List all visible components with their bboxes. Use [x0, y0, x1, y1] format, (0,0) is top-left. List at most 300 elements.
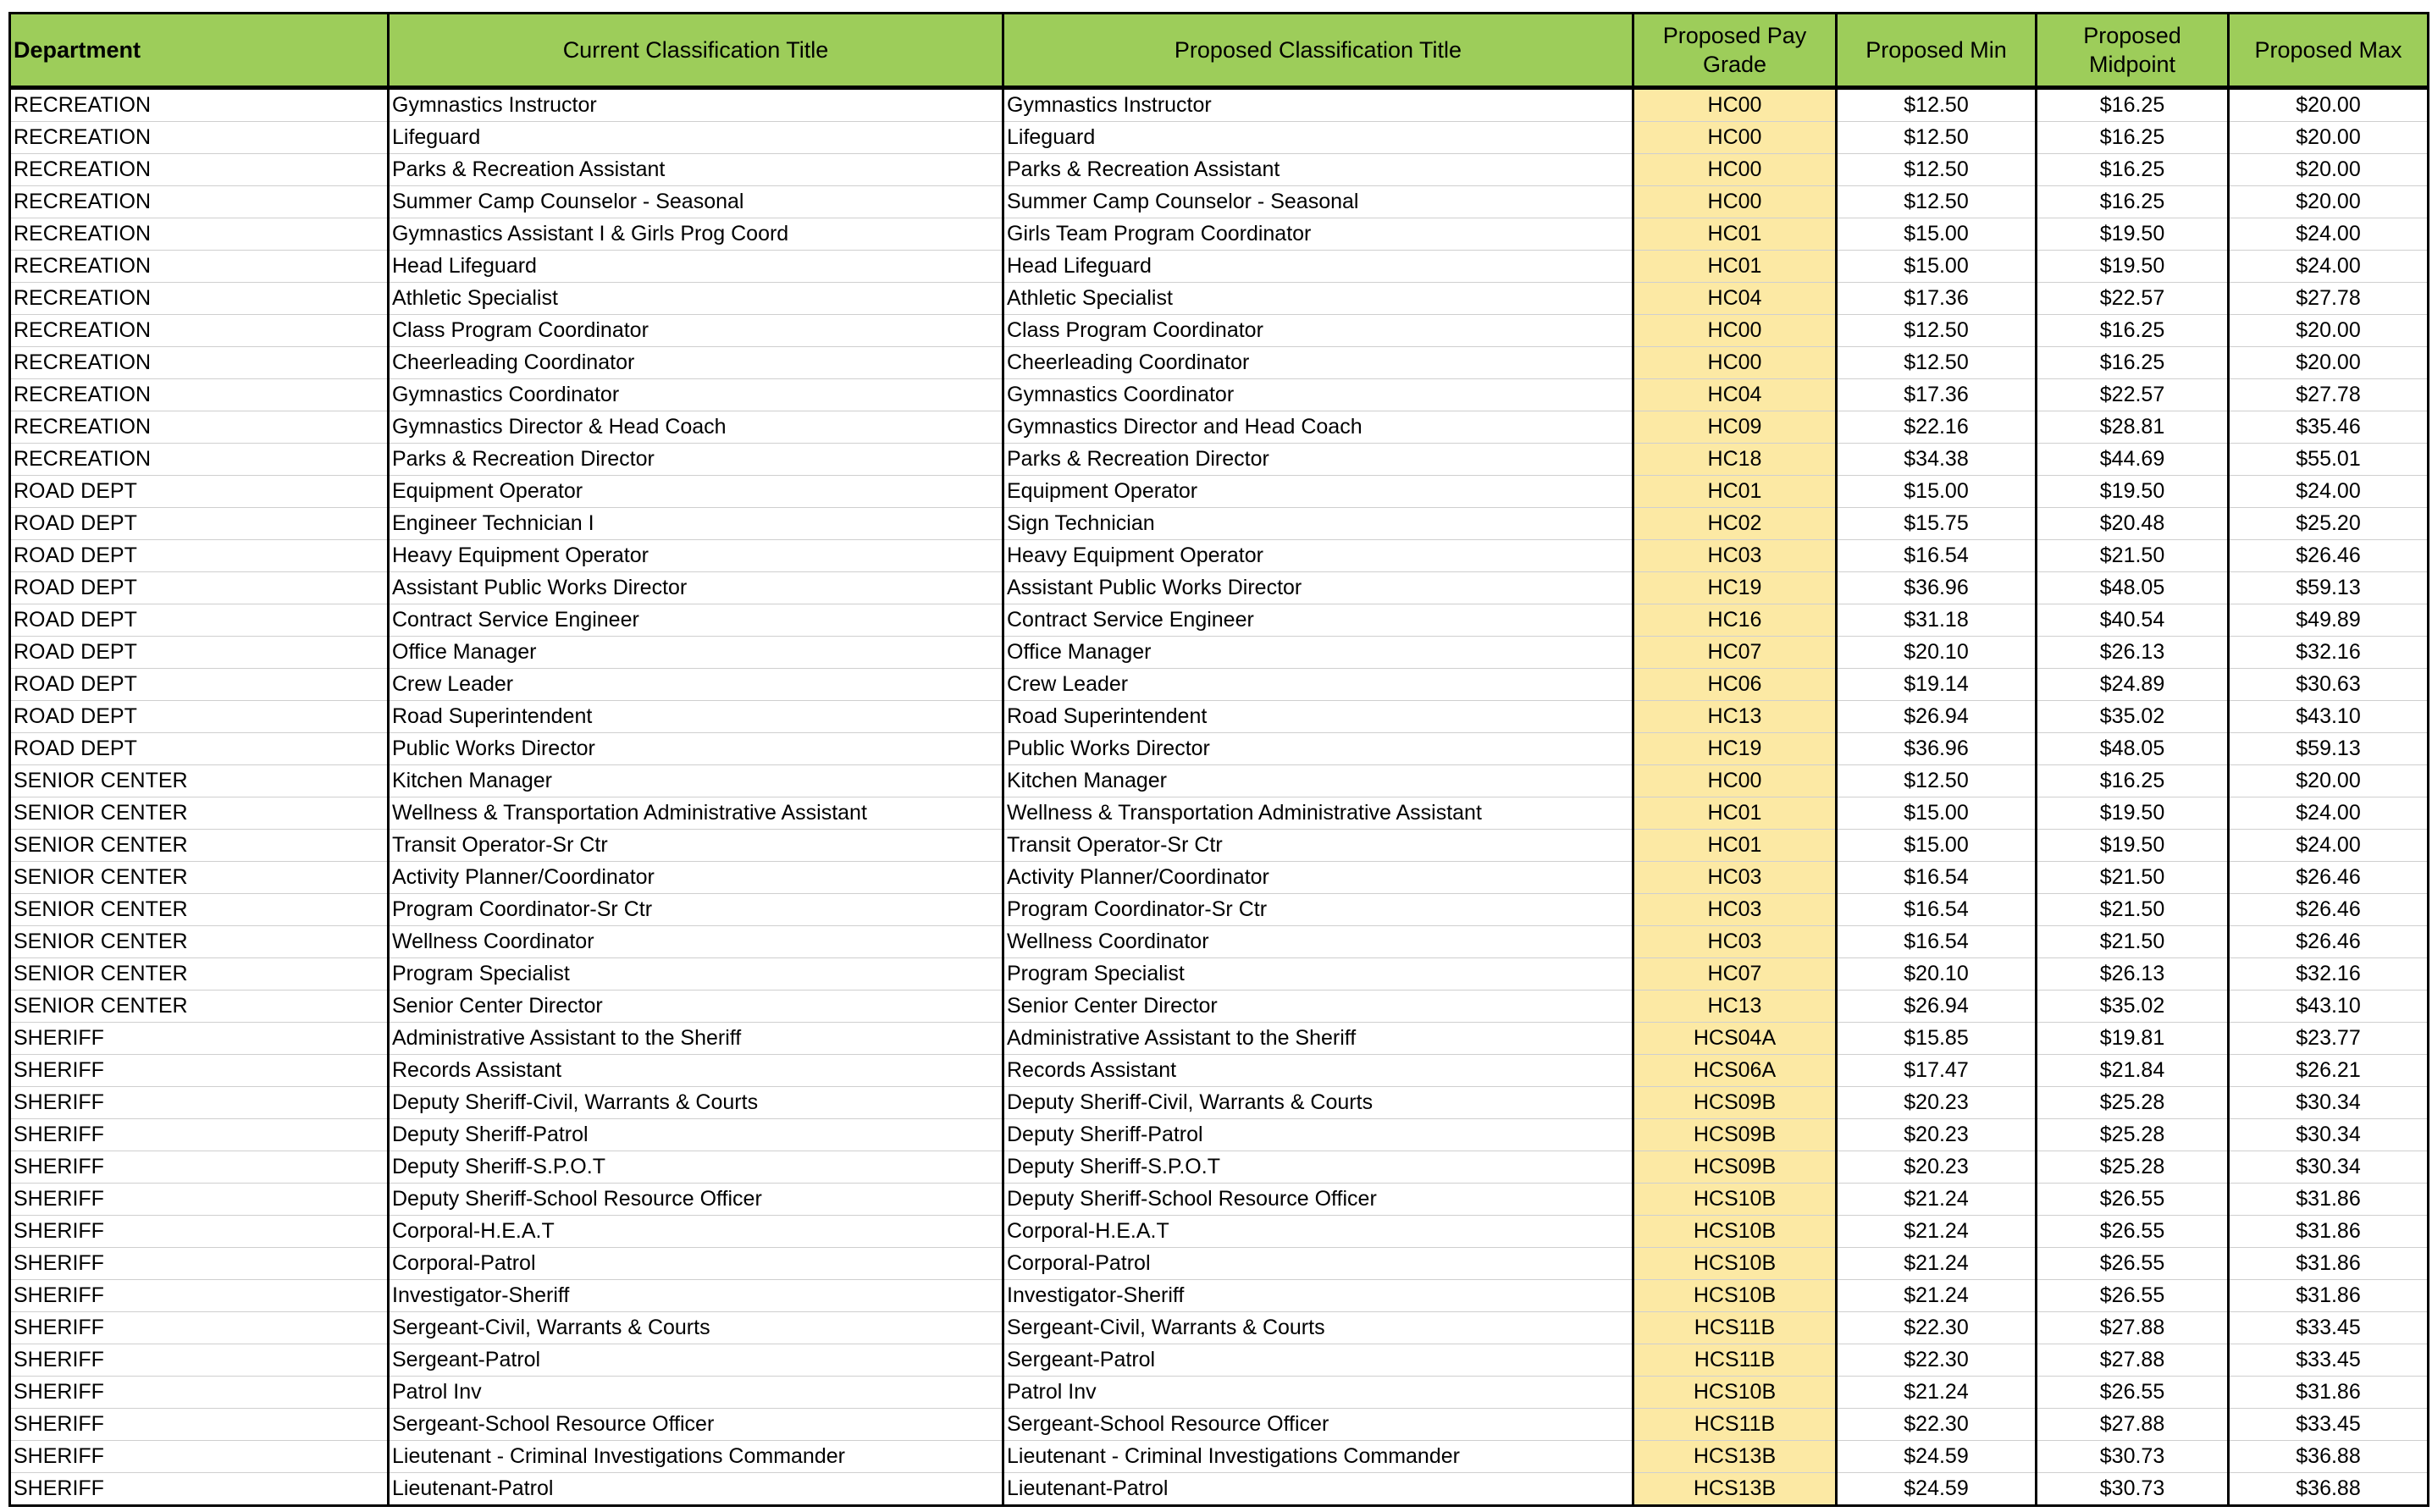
min-cell[interactable]: $22.30 [1837, 1344, 2037, 1377]
header-pay-grade[interactable]: Proposed Pay Grade [1633, 14, 1837, 88]
proposed-title-cell[interactable]: Heavy Equipment Operator [1003, 540, 1633, 572]
min-cell[interactable]: $21.24 [1837, 1280, 2037, 1312]
min-cell[interactable]: $21.24 [1837, 1184, 2037, 1216]
max-cell[interactable]: $49.89 [2229, 604, 2429, 637]
pay-grade-cell[interactable]: HCS10B [1633, 1248, 1837, 1280]
min-cell[interactable]: $20.23 [1837, 1087, 2037, 1119]
current-title-cell[interactable]: Public Works Director [389, 733, 1003, 765]
proposed-title-cell[interactable]: Lieutenant - Criminal Investigations Commander [1003, 1441, 1633, 1473]
min-cell[interactable]: $12.50 [1837, 765, 2037, 797]
proposed-title-cell[interactable]: Program Coordinator-Sr Ctr [1003, 894, 1633, 926]
department-cell[interactable]: ROAD DEPT [10, 540, 389, 572]
proposed-title-cell[interactable]: Corporal-Patrol [1003, 1248, 1633, 1280]
min-cell[interactable]: $15.85 [1837, 1023, 2037, 1055]
midpoint-cell[interactable]: $27.88 [2037, 1409, 2229, 1441]
midpoint-cell[interactable]: $26.55 [2037, 1184, 2229, 1216]
min-cell[interactable]: $20.23 [1837, 1119, 2037, 1151]
min-cell[interactable]: $15.00 [1837, 830, 2037, 862]
current-title-cell[interactable]: Wellness Coordinator [389, 926, 1003, 958]
midpoint-cell[interactable]: $19.50 [2037, 476, 2229, 508]
department-cell[interactable]: RECREATION [10, 444, 389, 476]
proposed-title-cell[interactable]: Sign Technician [1003, 508, 1633, 540]
current-title-cell[interactable]: Engineer Technician I [389, 508, 1003, 540]
proposed-title-cell[interactable]: Parks & Recreation Assistant [1003, 154, 1633, 186]
header-department[interactable]: Department [10, 14, 389, 88]
max-cell[interactable]: $31.86 [2229, 1248, 2429, 1280]
department-cell[interactable]: RECREATION [10, 411, 389, 444]
min-cell[interactable]: $15.75 [1837, 508, 2037, 540]
proposed-title-cell[interactable]: Investigator-Sheriff [1003, 1280, 1633, 1312]
current-title-cell[interactable]: Summer Camp Counselor - Seasonal [389, 186, 1003, 218]
max-cell[interactable]: $26.46 [2229, 540, 2429, 572]
pay-grade-cell[interactable]: HC03 [1633, 540, 1837, 572]
department-cell[interactable]: RECREATION [10, 315, 389, 347]
current-title-cell[interactable]: Sergeant-School Resource Officer [389, 1409, 1003, 1441]
midpoint-cell[interactable]: $26.55 [2037, 1216, 2229, 1248]
proposed-title-cell[interactable]: Lieutenant-Patrol [1003, 1473, 1633, 1506]
min-cell[interactable]: $16.54 [1837, 926, 2037, 958]
proposed-title-cell[interactable]: Sergeant-Patrol [1003, 1344, 1633, 1377]
current-title-cell[interactable]: Gymnastics Director & Head Coach [389, 411, 1003, 444]
proposed-title-cell[interactable]: Gymnastics Instructor [1003, 88, 1633, 122]
midpoint-cell[interactable]: $22.57 [2037, 379, 2229, 411]
department-cell[interactable]: RECREATION [10, 154, 389, 186]
min-cell[interactable]: $12.50 [1837, 347, 2037, 379]
midpoint-cell[interactable]: $16.25 [2037, 347, 2229, 379]
proposed-title-cell[interactable]: Contract Service Engineer [1003, 604, 1633, 637]
midpoint-cell[interactable]: $30.73 [2037, 1473, 2229, 1506]
max-cell[interactable]: $25.20 [2229, 508, 2429, 540]
department-cell[interactable]: SHERIFF [10, 1473, 389, 1506]
proposed-title-cell[interactable]: Head Lifeguard [1003, 251, 1633, 283]
pay-grade-cell[interactable]: HC16 [1633, 604, 1837, 637]
pay-grade-cell[interactable]: HCS11B [1633, 1409, 1837, 1441]
proposed-title-cell[interactable]: Wellness Coordinator [1003, 926, 1633, 958]
proposed-title-cell[interactable]: Girls Team Program Coordinator [1003, 218, 1633, 251]
min-cell[interactable]: $17.47 [1837, 1055, 2037, 1087]
current-title-cell[interactable]: Head Lifeguard [389, 251, 1003, 283]
pay-grade-cell[interactable]: HCS09B [1633, 1119, 1837, 1151]
max-cell[interactable]: $24.00 [2229, 251, 2429, 283]
min-cell[interactable]: $16.54 [1837, 862, 2037, 894]
pay-grade-cell[interactable]: HCS10B [1633, 1280, 1837, 1312]
proposed-title-cell[interactable]: Deputy Sheriff-Civil, Warrants & Courts [1003, 1087, 1633, 1119]
proposed-title-cell[interactable]: Gymnastics Director and Head Coach [1003, 411, 1633, 444]
proposed-title-cell[interactable]: Athletic Specialist [1003, 283, 1633, 315]
current-title-cell[interactable]: Heavy Equipment Operator [389, 540, 1003, 572]
max-cell[interactable]: $59.13 [2229, 733, 2429, 765]
proposed-title-cell[interactable]: Equipment Operator [1003, 476, 1633, 508]
proposed-title-cell[interactable]: Program Specialist [1003, 958, 1633, 991]
pay-grade-cell[interactable]: HC19 [1633, 572, 1837, 604]
department-cell[interactable]: ROAD DEPT [10, 733, 389, 765]
midpoint-cell[interactable]: $35.02 [2037, 991, 2229, 1023]
pay-grade-cell[interactable]: HC09 [1633, 411, 1837, 444]
min-cell[interactable]: $17.36 [1837, 283, 2037, 315]
department-cell[interactable]: SHERIFF [10, 1216, 389, 1248]
proposed-title-cell[interactable]: Crew Leader [1003, 669, 1633, 701]
header-midpoint[interactable]: Proposed Midpoint [2037, 14, 2229, 88]
max-cell[interactable]: $31.86 [2229, 1184, 2429, 1216]
min-cell[interactable]: $15.00 [1837, 476, 2037, 508]
department-cell[interactable]: RECREATION [10, 251, 389, 283]
max-cell[interactable]: $33.45 [2229, 1409, 2429, 1441]
max-cell[interactable]: $20.00 [2229, 315, 2429, 347]
pay-grade-cell[interactable]: HC02 [1633, 508, 1837, 540]
max-cell[interactable]: $24.00 [2229, 830, 2429, 862]
proposed-title-cell[interactable]: Sergeant-School Resource Officer [1003, 1409, 1633, 1441]
max-cell[interactable]: $20.00 [2229, 347, 2429, 379]
min-cell[interactable]: $12.50 [1837, 122, 2037, 154]
midpoint-cell[interactable]: $30.73 [2037, 1441, 2229, 1473]
pay-grade-cell[interactable]: HC00 [1633, 347, 1837, 379]
max-cell[interactable]: $55.01 [2229, 444, 2429, 476]
pay-grade-cell[interactable]: HC03 [1633, 926, 1837, 958]
department-cell[interactable]: RECREATION [10, 379, 389, 411]
department-cell[interactable]: SENIOR CENTER [10, 894, 389, 926]
min-cell[interactable]: $26.94 [1837, 991, 2037, 1023]
proposed-title-cell[interactable]: Administrative Assistant to the Sheriff [1003, 1023, 1633, 1055]
header-min[interactable]: Proposed Min [1837, 14, 2037, 88]
max-cell[interactable]: $31.86 [2229, 1377, 2429, 1409]
current-title-cell[interactable]: Gymnastics Instructor [389, 88, 1003, 122]
proposed-title-cell[interactable]: Wellness & Transportation Administrative Assistant [1003, 797, 1633, 830]
department-cell[interactable]: SHERIFF [10, 1280, 389, 1312]
midpoint-cell[interactable]: $25.28 [2037, 1087, 2229, 1119]
max-cell[interactable]: $26.46 [2229, 862, 2429, 894]
current-title-cell[interactable]: Transit Operator-Sr Ctr [389, 830, 1003, 862]
header-proposed-title[interactable]: Proposed Classification Title [1003, 14, 1633, 88]
max-cell[interactable]: $20.00 [2229, 88, 2429, 122]
current-title-cell[interactable]: Road Superintendent [389, 701, 1003, 733]
department-cell[interactable]: SENIOR CENTER [10, 830, 389, 862]
max-cell[interactable]: $26.46 [2229, 926, 2429, 958]
min-cell[interactable]: $20.23 [1837, 1151, 2037, 1184]
pay-grade-cell[interactable]: HCS09B [1633, 1151, 1837, 1184]
max-cell[interactable]: $20.00 [2229, 186, 2429, 218]
proposed-title-cell[interactable]: Kitchen Manager [1003, 765, 1633, 797]
min-cell[interactable]: $20.10 [1837, 637, 2037, 669]
department-cell[interactable]: SENIOR CENTER [10, 797, 389, 830]
department-cell[interactable]: ROAD DEPT [10, 476, 389, 508]
min-cell[interactable]: $21.24 [1837, 1248, 2037, 1280]
midpoint-cell[interactable]: $16.25 [2037, 186, 2229, 218]
current-title-cell[interactable]: Parks & Recreation Director [389, 444, 1003, 476]
department-cell[interactable]: RECREATION [10, 186, 389, 218]
proposed-title-cell[interactable]: Lifeguard [1003, 122, 1633, 154]
max-cell[interactable]: $30.34 [2229, 1087, 2429, 1119]
pay-grade-cell[interactable]: HC07 [1633, 958, 1837, 991]
department-cell[interactable]: ROAD DEPT [10, 508, 389, 540]
proposed-title-cell[interactable]: Corporal-H.E.A.T [1003, 1216, 1633, 1248]
current-title-cell[interactable]: Parks & Recreation Assistant [389, 154, 1003, 186]
current-title-cell[interactable]: Corporal-H.E.A.T [389, 1216, 1003, 1248]
pay-grade-cell[interactable]: HCS13B [1633, 1473, 1837, 1506]
midpoint-cell[interactable]: $20.48 [2037, 508, 2229, 540]
proposed-title-cell[interactable]: Public Works Director [1003, 733, 1633, 765]
current-title-cell[interactable]: Investigator-Sheriff [389, 1280, 1003, 1312]
current-title-cell[interactable]: Lieutenant-Patrol [389, 1473, 1003, 1506]
max-cell[interactable]: $32.16 [2229, 958, 2429, 991]
pay-grade-cell[interactable]: HC01 [1633, 251, 1837, 283]
current-title-cell[interactable]: Lifeguard [389, 122, 1003, 154]
min-cell[interactable]: $22.30 [1837, 1312, 2037, 1344]
pay-grade-cell[interactable]: HC00 [1633, 186, 1837, 218]
min-cell[interactable]: $20.10 [1837, 958, 2037, 991]
midpoint-cell[interactable]: $22.57 [2037, 283, 2229, 315]
min-cell[interactable]: $24.59 [1837, 1473, 2037, 1506]
min-cell[interactable]: $15.00 [1837, 797, 2037, 830]
midpoint-cell[interactable]: $27.88 [2037, 1344, 2229, 1377]
midpoint-cell[interactable]: $16.25 [2037, 88, 2229, 122]
min-cell[interactable]: $15.00 [1837, 251, 2037, 283]
min-cell[interactable]: $36.96 [1837, 572, 2037, 604]
current-title-cell[interactable]: Sergeant-Patrol [389, 1344, 1003, 1377]
current-title-cell[interactable]: Contract Service Engineer [389, 604, 1003, 637]
min-cell[interactable]: $21.24 [1837, 1377, 2037, 1409]
midpoint-cell[interactable]: $19.50 [2037, 218, 2229, 251]
header-max[interactable]: Proposed Max [2229, 14, 2429, 88]
proposed-title-cell[interactable]: Patrol Inv [1003, 1377, 1633, 1409]
midpoint-cell[interactable]: $27.88 [2037, 1312, 2229, 1344]
min-cell[interactable]: $12.50 [1837, 186, 2037, 218]
min-cell[interactable]: $26.94 [1837, 701, 2037, 733]
department-cell[interactable]: SHERIFF [10, 1151, 389, 1184]
min-cell[interactable]: $12.50 [1837, 154, 2037, 186]
max-cell[interactable]: $36.88 [2229, 1473, 2429, 1506]
pay-grade-cell[interactable]: HC01 [1633, 797, 1837, 830]
max-cell[interactable]: $30.63 [2229, 669, 2429, 701]
department-cell[interactable]: SHERIFF [10, 1087, 389, 1119]
current-title-cell[interactable]: Program Specialist [389, 958, 1003, 991]
max-cell[interactable]: $24.00 [2229, 476, 2429, 508]
department-cell[interactable]: RECREATION [10, 283, 389, 315]
proposed-title-cell[interactable]: Sergeant-Civil, Warrants & Courts [1003, 1312, 1633, 1344]
current-title-cell[interactable]: Gymnastics Assistant I & Girls Prog Coord [389, 218, 1003, 251]
current-title-cell[interactable]: Kitchen Manager [389, 765, 1003, 797]
min-cell[interactable]: $31.18 [1837, 604, 2037, 637]
min-cell[interactable]: $34.38 [1837, 444, 2037, 476]
max-cell[interactable]: $27.78 [2229, 283, 2429, 315]
proposed-title-cell[interactable]: Activity Planner/Coordinator [1003, 862, 1633, 894]
min-cell[interactable]: $16.54 [1837, 894, 2037, 926]
pay-grade-cell[interactable]: HCS09B [1633, 1087, 1837, 1119]
current-title-cell[interactable]: Deputy Sheriff-S.P.O.T [389, 1151, 1003, 1184]
current-title-cell[interactable]: Deputy Sheriff-Patrol [389, 1119, 1003, 1151]
current-title-cell[interactable]: Program Coordinator-Sr Ctr [389, 894, 1003, 926]
midpoint-cell[interactable]: $21.84 [2037, 1055, 2229, 1087]
department-cell[interactable]: RECREATION [10, 218, 389, 251]
pay-grade-cell[interactable]: HCS11B [1633, 1344, 1837, 1377]
max-cell[interactable]: $24.00 [2229, 218, 2429, 251]
max-cell[interactable]: $59.13 [2229, 572, 2429, 604]
proposed-title-cell[interactable]: Gymnastics Coordinator [1003, 379, 1633, 411]
max-cell[interactable]: $31.86 [2229, 1280, 2429, 1312]
pay-grade-cell[interactable]: HCS06A [1633, 1055, 1837, 1087]
max-cell[interactable]: $20.00 [2229, 154, 2429, 186]
department-cell[interactable]: ROAD DEPT [10, 637, 389, 669]
midpoint-cell[interactable]: $21.50 [2037, 862, 2229, 894]
pay-grade-cell[interactable]: HCS13B [1633, 1441, 1837, 1473]
midpoint-cell[interactable]: $21.50 [2037, 894, 2229, 926]
min-cell[interactable]: $17.36 [1837, 379, 2037, 411]
department-cell[interactable]: ROAD DEPT [10, 572, 389, 604]
proposed-title-cell[interactable]: Transit Operator-Sr Ctr [1003, 830, 1633, 862]
proposed-title-cell[interactable]: Summer Camp Counselor - Seasonal [1003, 186, 1633, 218]
pay-grade-cell[interactable]: HC06 [1633, 669, 1837, 701]
department-cell[interactable]: SHERIFF [10, 1119, 389, 1151]
max-cell[interactable]: $24.00 [2229, 797, 2429, 830]
min-cell[interactable]: $12.50 [1837, 315, 2037, 347]
max-cell[interactable]: $31.86 [2229, 1216, 2429, 1248]
midpoint-cell[interactable]: $44.69 [2037, 444, 2229, 476]
max-cell[interactable]: $35.46 [2229, 411, 2429, 444]
department-cell[interactable]: SHERIFF [10, 1312, 389, 1344]
max-cell[interactable]: $33.45 [2229, 1312, 2429, 1344]
max-cell[interactable]: $20.00 [2229, 765, 2429, 797]
current-title-cell[interactable]: Corporal-Patrol [389, 1248, 1003, 1280]
midpoint-cell[interactable]: $21.50 [2037, 540, 2229, 572]
pay-grade-cell[interactable]: HC00 [1633, 315, 1837, 347]
current-title-cell[interactable]: Activity Planner/Coordinator [389, 862, 1003, 894]
midpoint-cell[interactable]: $25.28 [2037, 1119, 2229, 1151]
proposed-title-cell[interactable]: Cheerleading Coordinator [1003, 347, 1633, 379]
proposed-title-cell[interactable]: Class Program Coordinator [1003, 315, 1633, 347]
proposed-title-cell[interactable]: Records Assistant [1003, 1055, 1633, 1087]
min-cell[interactable]: $21.24 [1837, 1216, 2037, 1248]
max-cell[interactable]: $43.10 [2229, 991, 2429, 1023]
department-cell[interactable]: SENIOR CENTER [10, 862, 389, 894]
midpoint-cell[interactable]: $26.55 [2037, 1248, 2229, 1280]
max-cell[interactable]: $33.45 [2229, 1344, 2429, 1377]
midpoint-cell[interactable]: $21.50 [2037, 926, 2229, 958]
pay-grade-cell[interactable]: HC01 [1633, 476, 1837, 508]
department-cell[interactable]: RECREATION [10, 347, 389, 379]
pay-grade-cell[interactable]: HC00 [1633, 122, 1837, 154]
current-title-cell[interactable]: Assistant Public Works Director [389, 572, 1003, 604]
current-title-cell[interactable]: Office Manager [389, 637, 1003, 669]
pay-grade-cell[interactable]: HC03 [1633, 894, 1837, 926]
current-title-cell[interactable]: Deputy Sheriff-School Resource Officer [389, 1184, 1003, 1216]
proposed-title-cell[interactable]: Deputy Sheriff-School Resource Officer [1003, 1184, 1633, 1216]
midpoint-cell[interactable]: $26.55 [2037, 1280, 2229, 1312]
current-title-cell[interactable]: Gymnastics Coordinator [389, 379, 1003, 411]
midpoint-cell[interactable]: $16.25 [2037, 154, 2229, 186]
pay-grade-cell[interactable]: HCS10B [1633, 1184, 1837, 1216]
max-cell[interactable]: $36.88 [2229, 1441, 2429, 1473]
current-title-cell[interactable]: Cheerleading Coordinator [389, 347, 1003, 379]
current-title-cell[interactable]: Crew Leader [389, 669, 1003, 701]
min-cell[interactable]: $19.14 [1837, 669, 2037, 701]
header-current-title[interactable]: Current Classification Title [389, 14, 1003, 88]
pay-grade-cell[interactable]: HC19 [1633, 733, 1837, 765]
midpoint-cell[interactable]: $40.54 [2037, 604, 2229, 637]
department-cell[interactable]: SHERIFF [10, 1441, 389, 1473]
proposed-title-cell[interactable]: Deputy Sheriff-S.P.O.T [1003, 1151, 1633, 1184]
department-cell[interactable]: RECREATION [10, 122, 389, 154]
current-title-cell[interactable]: Deputy Sheriff-Civil, Warrants & Courts [389, 1087, 1003, 1119]
pay-grade-cell[interactable]: HCS10B [1633, 1216, 1837, 1248]
max-cell[interactable]: $30.34 [2229, 1151, 2429, 1184]
department-cell[interactable]: SHERIFF [10, 1377, 389, 1409]
department-cell[interactable]: ROAD DEPT [10, 604, 389, 637]
pay-grade-cell[interactable]: HCS10B [1633, 1377, 1837, 1409]
department-cell[interactable]: SHERIFF [10, 1055, 389, 1087]
midpoint-cell[interactable]: $19.50 [2037, 830, 2229, 862]
current-title-cell[interactable]: Sergeant-Civil, Warrants & Courts [389, 1312, 1003, 1344]
pay-grade-cell[interactable]: HC04 [1633, 283, 1837, 315]
pay-grade-cell[interactable]: HC01 [1633, 830, 1837, 862]
current-title-cell[interactable]: Senior Center Director [389, 991, 1003, 1023]
midpoint-cell[interactable]: $19.50 [2037, 251, 2229, 283]
midpoint-cell[interactable]: $16.25 [2037, 315, 2229, 347]
midpoint-cell[interactable]: $16.25 [2037, 122, 2229, 154]
max-cell[interactable]: $26.46 [2229, 894, 2429, 926]
proposed-title-cell[interactable]: Parks & Recreation Director [1003, 444, 1633, 476]
min-cell[interactable]: $15.00 [1837, 218, 2037, 251]
department-cell[interactable]: ROAD DEPT [10, 669, 389, 701]
max-cell[interactable]: $27.78 [2229, 379, 2429, 411]
pay-grade-cell[interactable]: HC00 [1633, 88, 1837, 122]
pay-grade-cell[interactable]: HC18 [1633, 444, 1837, 476]
midpoint-cell[interactable]: $48.05 [2037, 733, 2229, 765]
proposed-title-cell[interactable]: Senior Center Director [1003, 991, 1633, 1023]
min-cell[interactable]: $24.59 [1837, 1441, 2037, 1473]
department-cell[interactable]: SENIOR CENTER [10, 958, 389, 991]
department-cell[interactable]: SHERIFF [10, 1248, 389, 1280]
max-cell[interactable]: $43.10 [2229, 701, 2429, 733]
pay-grade-cell[interactable]: HC03 [1633, 862, 1837, 894]
min-cell[interactable]: $36.96 [1837, 733, 2037, 765]
proposed-title-cell[interactable]: Deputy Sheriff-Patrol [1003, 1119, 1633, 1151]
midpoint-cell[interactable]: $26.55 [2037, 1377, 2229, 1409]
pay-grade-cell[interactable]: HCS04A [1633, 1023, 1837, 1055]
min-cell[interactable]: $16.54 [1837, 540, 2037, 572]
midpoint-cell[interactable]: $48.05 [2037, 572, 2229, 604]
department-cell[interactable]: SHERIFF [10, 1344, 389, 1377]
department-cell[interactable]: SENIOR CENTER [10, 926, 389, 958]
current-title-cell[interactable]: Patrol Inv [389, 1377, 1003, 1409]
min-cell[interactable]: $12.50 [1837, 88, 2037, 122]
proposed-title-cell[interactable]: Assistant Public Works Director [1003, 572, 1633, 604]
min-cell[interactable]: $22.30 [1837, 1409, 2037, 1441]
current-title-cell[interactable]: Records Assistant [389, 1055, 1003, 1087]
department-cell[interactable]: SHERIFF [10, 1023, 389, 1055]
current-title-cell[interactable]: Wellness & Transportation Administrative Assistant [389, 797, 1003, 830]
midpoint-cell[interactable]: $25.28 [2037, 1151, 2229, 1184]
pay-grade-cell[interactable]: HC00 [1633, 154, 1837, 186]
midpoint-cell[interactable]: $24.89 [2037, 669, 2229, 701]
midpoint-cell[interactable]: $26.13 [2037, 958, 2229, 991]
current-title-cell[interactable]: Athletic Specialist [389, 283, 1003, 315]
proposed-title-cell[interactable]: Office Manager [1003, 637, 1633, 669]
proposed-title-cell[interactable]: Road Superintendent [1003, 701, 1633, 733]
current-title-cell[interactable]: Class Program Coordinator [389, 315, 1003, 347]
midpoint-cell[interactable]: $35.02 [2037, 701, 2229, 733]
midpoint-cell[interactable]: $16.25 [2037, 765, 2229, 797]
pay-grade-cell[interactable]: HC07 [1633, 637, 1837, 669]
department-cell[interactable]: RECREATION [10, 88, 389, 122]
pay-grade-cell[interactable]: HC13 [1633, 991, 1837, 1023]
midpoint-cell[interactable]: $26.13 [2037, 637, 2229, 669]
midpoint-cell[interactable]: $19.81 [2037, 1023, 2229, 1055]
department-cell[interactable]: SHERIFF [10, 1184, 389, 1216]
max-cell[interactable]: $20.00 [2229, 122, 2429, 154]
current-title-cell[interactable]: Equipment Operator [389, 476, 1003, 508]
max-cell[interactable]: $26.21 [2229, 1055, 2429, 1087]
current-title-cell[interactable]: Administrative Assistant to the Sheriff [389, 1023, 1003, 1055]
pay-grade-cell[interactable]: HC00 [1633, 765, 1837, 797]
